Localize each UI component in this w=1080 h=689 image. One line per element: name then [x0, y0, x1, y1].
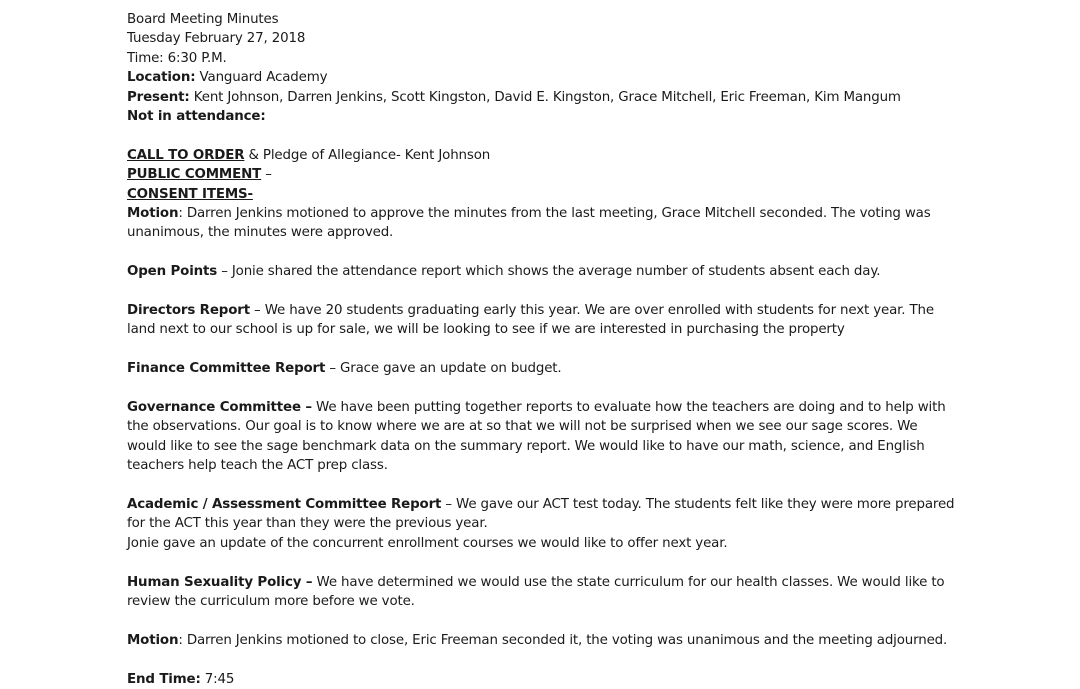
call-to-order-text: & Pledge of Allegiance- Kent Johnson: [244, 147, 491, 163]
meeting-time: Time: 6:30 P.M.: [127, 50, 227, 66]
end-time-label: End Time:: [127, 672, 201, 687]
motion-approve-minutes: [127, 204, 957, 243]
document-title: Board Meeting Minutes: [127, 12, 279, 27]
not-in-attendance-label: Not in attendance:: [127, 109, 266, 125]
spacer: [127, 126, 957, 145]
end-time-line: [127, 670, 957, 689]
attendees-present: [127, 88, 957, 107]
finance-report-section: [127, 359, 957, 378]
motion-label: Motion: [127, 206, 179, 222]
motion-text: : Darren Jenkins motioned to approve the minutes from the last meeting, Grace Mitchell seconded. The voting was unanimous, the minutes were approved.: [127, 206, 931, 241]
academic-label: Academic / Assessment Committee Report: [127, 497, 442, 513]
spacer: [127, 282, 957, 301]
spacer: [127, 611, 957, 630]
academic-text: – We gave our ACT test today. The students felt like they were more prepared for the ACT this year than they were the previous year.: [127, 497, 955, 532]
human-sexuality-section: [127, 573, 957, 612]
motion-text: : Darren Jenkins motioned to close, Eric Freeman seconded it, the voting was unanimous and the meeting adjourned.: [178, 632, 948, 648]
meeting-location: [127, 68, 957, 87]
directors-report-text: – We have 20 students graduating early this year. We are over enrolled with students for next year. The land next to our school is up for sale, we will be looking to see if we are interested in purchasing the property: [127, 303, 934, 338]
academic-section-continued: Jonie gave an update of the concurrent enrollment courses we would like to offer next year.: [127, 535, 728, 551]
finance-report-text: – Grace gave an update on budget.: [325, 361, 562, 377]
governance-section: [127, 398, 957, 476]
directors-report-label: Directors Report: [127, 303, 250, 319]
meeting-date: Tuesday February 27, 2018: [127, 31, 306, 47]
spacer: [127, 379, 957, 398]
motion-label: Motion: [127, 632, 179, 648]
consent-items-heading: CONSENT ITEMS-: [127, 186, 253, 202]
motion-adjourn: [127, 631, 957, 650]
spacer: [127, 340, 957, 359]
directors-report-section: [127, 301, 957, 340]
location-label: Location:: [127, 70, 196, 86]
open-points-text: – Jonie shared the attendance report which shows the average number of students absent each day.: [217, 264, 881, 280]
present-value: Kent Johnson, Darren Jenkins, Scott Kingston, David E. Kingston, Grace Mitchell, Eric Freeman, Kim Mangum: [189, 89, 901, 105]
spacer: [127, 476, 957, 495]
human-sexuality-text: We have determined we would use the state curriculum for our health classes. We would like to review the curriculum more before we vote.: [127, 574, 945, 610]
public-comment-text: –: [261, 167, 272, 183]
human-sexuality-label: Human Sexuality Policy –: [127, 574, 313, 590]
end-time-value: 7:45: [200, 672, 235, 687]
academic-section: [127, 495, 957, 534]
call-to-order-label: CALL TO ORDER: [127, 147, 245, 163]
public-comment-label: PUBLIC COMMENT: [127, 167, 262, 183]
meeting-minutes-document: [127, 10, 957, 687]
location-value: Vanguard Academy: [195, 70, 328, 86]
open-points-label: Open Points: [127, 264, 218, 280]
governance-text: We have been putting together reports to evaluate how the teachers are doing and to help with the observations. Our goal is to know where we are at so that we will not be surprised when we see our sage scores. We would like to see the sage benchmark data on the summary report. We would like to have our math, science, and English teachers help teach the ACT prep class.: [127, 400, 946, 474]
public-comment: [127, 165, 957, 184]
spacer: [127, 553, 957, 572]
present-label: Present:: [127, 89, 190, 105]
spacer: [127, 243, 957, 262]
open-points-section: [127, 262, 957, 281]
call-to-order: [127, 146, 957, 165]
finance-report-label: Finance Committee Report: [127, 361, 326, 377]
governance-label: Governance Committee –: [127, 400, 312, 416]
